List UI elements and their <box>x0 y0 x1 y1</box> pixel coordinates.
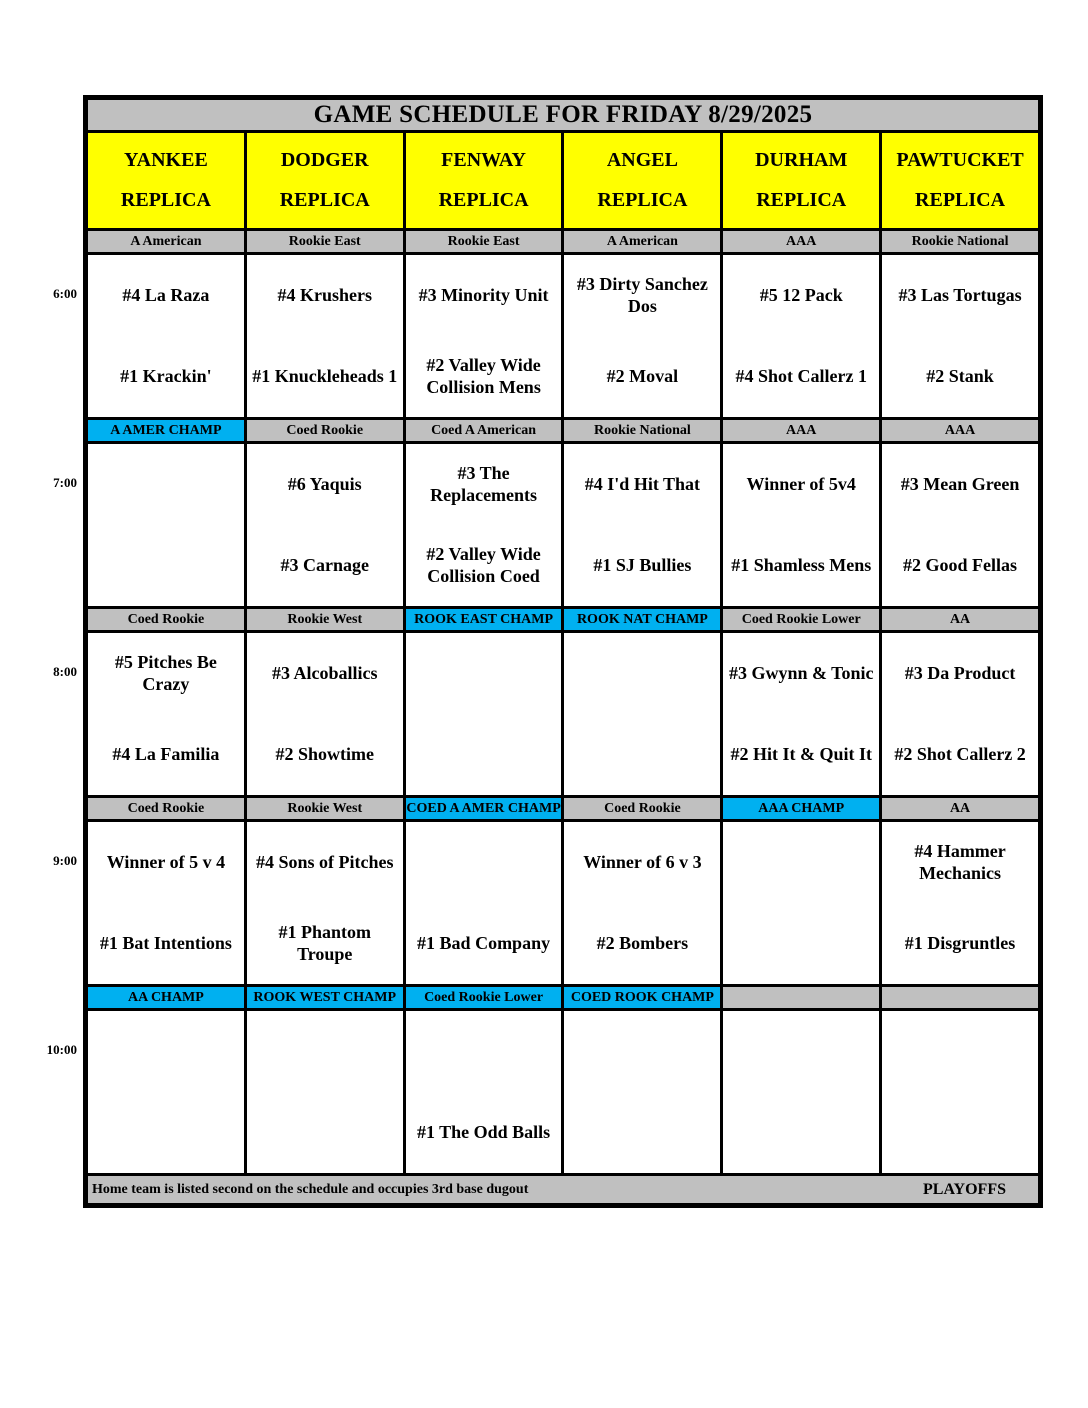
time-label: 6:00 <box>53 286 77 301</box>
champ-division-header: AA CHAMP <box>88 987 244 1008</box>
home-team <box>406 714 562 795</box>
division-header: AAA <box>723 420 879 441</box>
home-team <box>723 1092 879 1173</box>
home-team: #4 Shot Callerz 1 <box>735 365 867 386</box>
home-team: #1 Shamless Mens <box>731 554 872 575</box>
home-team: #1 Disgruntles <box>904 932 1016 953</box>
away-team <box>406 822 562 903</box>
home-team: #2 Shot Callerz 2 <box>894 743 1026 764</box>
home-team <box>88 525 244 606</box>
division-header: Coed Rookie <box>564 798 720 819</box>
away-team: #4 Krushers <box>277 284 372 305</box>
game-cell <box>723 633 879 795</box>
division-header: A American <box>564 231 720 252</box>
game-cell <box>88 633 244 795</box>
venue-row <box>88 133 1038 228</box>
home-team: #3 Carnage <box>280 554 369 575</box>
time-label: 7:00 <box>53 475 77 490</box>
division-header: Coed Rookie Lower <box>723 609 879 630</box>
venue-header <box>564 133 720 228</box>
division-header: Rookie West <box>247 798 403 819</box>
game-cell <box>564 1011 720 1173</box>
home-team: #1 Krackin' <box>120 365 212 386</box>
game-cell <box>88 822 244 984</box>
game-cell <box>723 255 879 417</box>
time-label: 8:00 <box>53 664 77 679</box>
division-header: AA <box>882 798 1038 819</box>
away-team: #4 La Raza <box>122 284 210 305</box>
division-header: Coed Rookie <box>88 609 244 630</box>
away-team: #3 Mean Green <box>900 473 1020 494</box>
home-team <box>882 1092 1038 1173</box>
footer-note: Home team is listed second on the schedule and occupies 3rd base dugout <box>92 1181 529 1197</box>
division-header <box>723 987 879 1008</box>
game-row <box>88 444 1038 606</box>
away-team <box>88 444 244 525</box>
home-team: #2 Valley Wide Collision Coed <box>426 543 541 586</box>
game-cell <box>88 1011 244 1173</box>
game-cell <box>247 255 403 417</box>
away-team <box>723 822 879 903</box>
champ-division-header: AAA CHAMP <box>723 798 879 819</box>
away-team: #4 Sons of Pitches <box>255 851 394 872</box>
venue-subtitle: REPLICA <box>915 188 1006 211</box>
game-cell <box>88 444 244 606</box>
game-cell <box>247 822 403 984</box>
venue-subtitle: REPLICA <box>597 188 688 211</box>
away-team <box>723 1011 879 1092</box>
away-team <box>882 1011 1038 1092</box>
home-team <box>564 1092 720 1173</box>
game-cell <box>406 444 562 606</box>
home-team: #2 Valley Wide Collision Mens <box>426 354 541 397</box>
game-cell <box>564 255 720 417</box>
division-header: Rookie National <box>882 231 1038 252</box>
game-cell <box>882 1011 1038 1173</box>
away-team: Winner of 5 v 4 <box>106 851 226 872</box>
away-team: #3 Las Tortugas <box>898 284 1022 305</box>
game-cell <box>247 633 403 795</box>
division-header: Coed Rookie <box>247 420 403 441</box>
game-cell <box>406 822 562 984</box>
champ-division-header: Coed Rookie Lower <box>406 987 562 1008</box>
venue-header <box>88 133 244 228</box>
away-team: #3 Da Product <box>904 662 1016 683</box>
schedule-title: GAME SCHEDULE FOR FRIDAY 8/29/2025 <box>88 100 1038 130</box>
home-team: #4 La Familia <box>112 743 220 764</box>
champ-division-header: COED A AMER CHAMP <box>406 798 562 819</box>
game-cell <box>564 444 720 606</box>
venue-subtitle: REPLICA <box>120 188 211 211</box>
division-header: Coed A American <box>406 420 562 441</box>
game-cell <box>882 822 1038 984</box>
home-team: #1 Phantom Troupe <box>278 921 371 964</box>
home-team: #2 Moval <box>606 365 679 386</box>
division-header: Rookie East <box>406 231 562 252</box>
home-team <box>723 903 879 984</box>
game-cell <box>723 822 879 984</box>
game-cell <box>406 1011 562 1173</box>
away-team: #3 Minority Unit <box>418 284 549 305</box>
away-team: #3 Dirty Sanchez Dos <box>576 273 708 316</box>
venue-subtitle: REPLICA <box>756 188 847 211</box>
venue-subtitle: REPLICA <box>438 188 529 211</box>
game-cell <box>882 444 1038 606</box>
away-team <box>564 633 720 714</box>
game-row <box>88 255 1038 417</box>
schedule-table <box>83 95 1043 1208</box>
game-cell <box>406 633 562 795</box>
away-team <box>88 1011 244 1092</box>
division-row <box>88 420 1038 441</box>
playoffs-label: PLAYOFFS <box>923 1180 1006 1198</box>
division-header: AAA <box>723 231 879 252</box>
venue-name: DURHAM <box>755 149 848 172</box>
time-label: 10:00 <box>46 1042 77 1057</box>
away-team: Winner of 5v4 <box>746 473 856 494</box>
away-team: #5 Pitches Be Crazy <box>114 651 217 694</box>
division-row <box>88 231 1038 252</box>
home-team: #2 Hit It & Quit It <box>730 743 872 764</box>
footer-row <box>88 1176 1038 1203</box>
home-team <box>564 714 720 795</box>
game-cell <box>564 822 720 984</box>
division-row <box>88 609 1038 630</box>
game-cell <box>406 255 562 417</box>
champ-division-header: A AMER CHAMP <box>88 420 244 441</box>
division-header: Rookie East <box>247 231 403 252</box>
champ-division-header: ROOK WEST CHAMP <box>247 987 403 1008</box>
home-team: #2 Good Fellas <box>903 554 1018 575</box>
game-cell <box>247 444 403 606</box>
home-team <box>88 1092 244 1173</box>
champ-division-header: COED ROOK CHAMP <box>564 987 720 1008</box>
home-team: #1 Knuckleheads 1 <box>252 365 398 386</box>
away-team <box>406 1011 562 1092</box>
venue-name: PAWTUCKET <box>896 149 1024 172</box>
venue-name: FENWAY <box>441 149 526 172</box>
away-team: #3 The Replacements <box>430 462 538 505</box>
game-row <box>88 822 1038 984</box>
time-label: 9:00 <box>53 853 77 868</box>
home-team <box>247 1092 403 1173</box>
game-cell <box>882 633 1038 795</box>
game-row <box>88 1011 1038 1173</box>
away-team: #3 Gwynn & Tonic <box>728 662 874 683</box>
away-team: #6 Yaquis <box>287 473 362 494</box>
division-header: AAA <box>882 420 1038 441</box>
venue-name: ANGEL <box>606 149 678 172</box>
home-team: #2 Showtime <box>275 743 374 764</box>
title-row <box>88 100 1038 130</box>
division-header: Rookie National <box>564 420 720 441</box>
away-team: #4 Hammer Mechanics <box>914 840 1006 883</box>
home-team: #2 Stank <box>926 365 994 386</box>
home-team: #2 Bombers <box>596 932 689 953</box>
away-team <box>247 1011 403 1092</box>
footer-bar <box>88 1176 1038 1203</box>
game-cell <box>564 633 720 795</box>
venue-name: YANKEE <box>124 149 208 172</box>
schedule-body <box>88 231 1038 1173</box>
venue-name: DODGER <box>280 149 369 172</box>
home-team: #1 SJ Bullies <box>593 554 692 575</box>
champ-division-header: ROOK NAT CHAMP <box>564 609 720 630</box>
game-cell <box>882 255 1038 417</box>
division-header: A American <box>88 231 244 252</box>
venue-header <box>723 133 879 228</box>
venue-header <box>406 133 562 228</box>
home-team: #1 The Odd Balls <box>416 1121 551 1142</box>
away-team: #5 12 Pack <box>759 284 843 305</box>
game-cell <box>723 1011 879 1173</box>
division-row <box>88 798 1038 819</box>
away-team: #3 Alcoballics <box>271 662 378 683</box>
game-row <box>88 633 1038 795</box>
home-team: #1 Bat Intentions <box>99 932 232 953</box>
division-header <box>882 987 1038 1008</box>
away-team: #4 I'd Hit That <box>584 473 700 494</box>
division-header: AA <box>882 609 1038 630</box>
division-row <box>88 987 1038 1008</box>
home-team: #1 Bad Company <box>417 932 551 953</box>
away-team: Winner of 6 v 3 <box>583 851 702 872</box>
away-team <box>564 1011 720 1092</box>
venue-header <box>247 133 403 228</box>
division-header: Coed Rookie <box>88 798 244 819</box>
game-cell <box>247 1011 403 1173</box>
venue-header <box>882 133 1038 228</box>
champ-division-header: ROOK EAST CHAMP <box>406 609 562 630</box>
game-cell <box>723 444 879 606</box>
division-header: Rookie West <box>247 609 403 630</box>
away-team <box>406 633 562 714</box>
venue-subtitle: REPLICA <box>279 188 370 211</box>
game-cell <box>88 255 244 417</box>
